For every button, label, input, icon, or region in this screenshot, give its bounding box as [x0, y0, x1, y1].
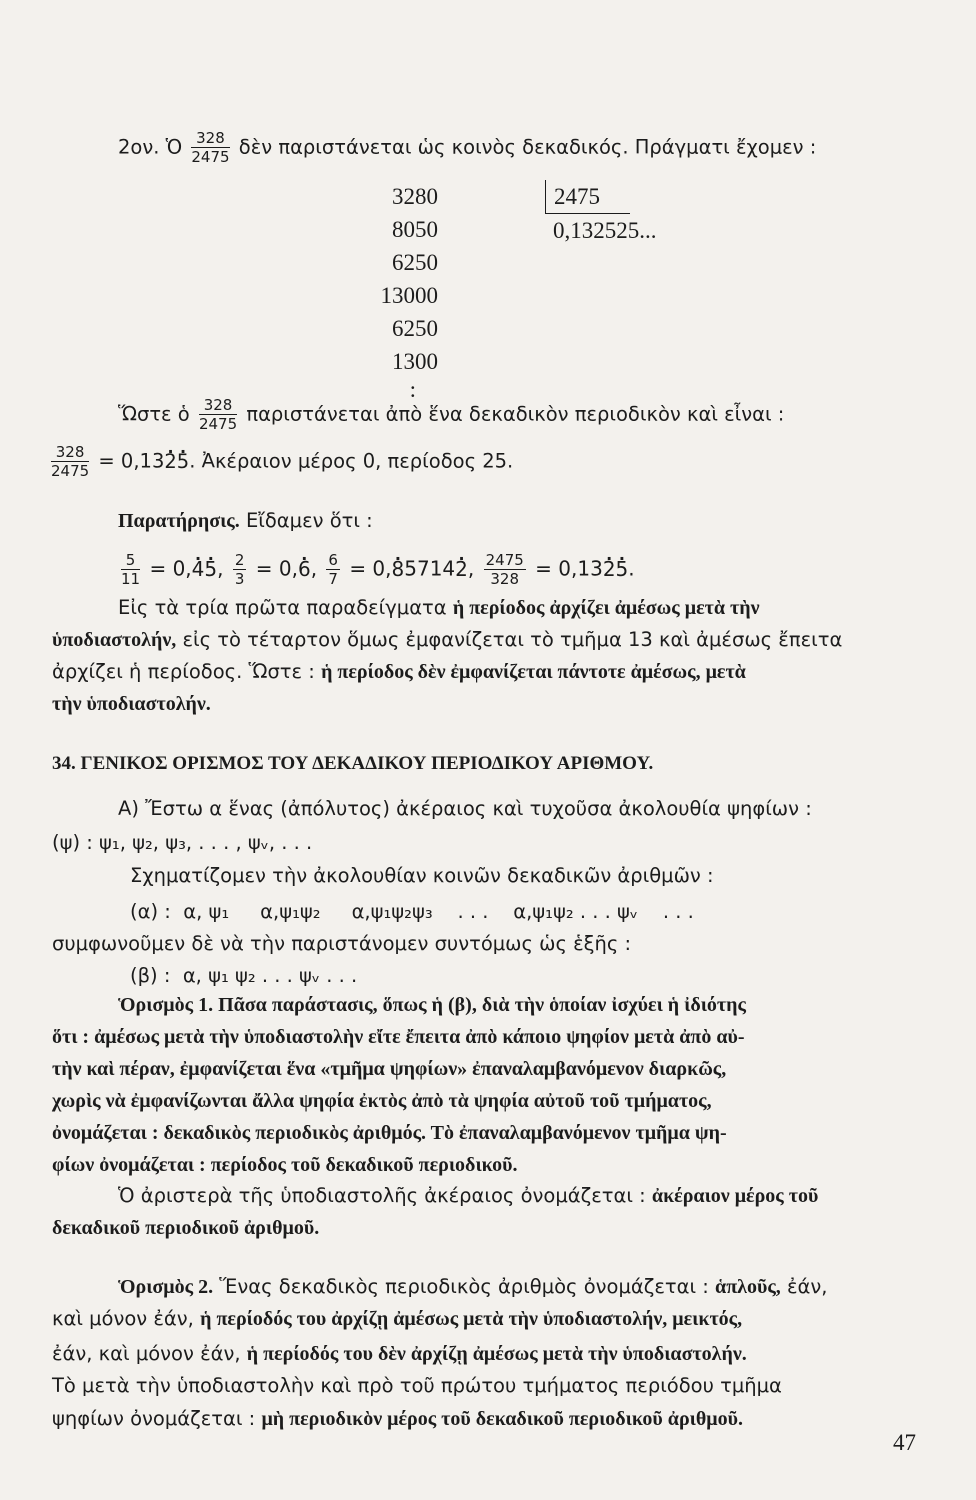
fraction-5-11 — [121, 553, 140, 587]
para1-bold: ἡ περίοδος δὲν ἐμφανίζεται πάντοτε ἀμέσως, μετὰ — [321, 661, 746, 683]
def2-text: ψηφίων ὀνομάζεται : — [52, 1407, 256, 1430]
para1-text: εἰς τὸ τέταρτον ὅμως ἐμφανίζεται τὸ τμῆμα 13 καὶ ἀμέσως ἔπειτα — [182, 628, 843, 651]
fraction-denominator: 7 — [328, 570, 338, 588]
line-2on-suffix: δὲν παριστάνεται ὡς κοινὸς δεκαδικός. Πράγματι ἔχομεν : — [238, 135, 817, 159]
division-divisor-block — [545, 180, 657, 247]
division-divisor: 2475 — [545, 180, 630, 214]
def2-bold: μὴ περιοδικὸν μέρος τοῦ δεκαδικοῦ περιοδικοῦ ἀριθμοῦ. — [261, 1408, 744, 1430]
division-dividend-steps — [318, 180, 438, 402]
fraction-numerator: 328 — [51, 445, 89, 462]
para1-line4 — [52, 690, 211, 718]
division-step: 1300 — [392, 349, 438, 374]
period-digit: · 5 — [177, 450, 189, 473]
example-value: = 0, — [255, 556, 298, 581]
separator: , — [467, 556, 475, 581]
fraction-2-3 — [233, 553, 247, 587]
para2-line2: δεκαδικοῦ περιοδικοῦ ἀριθμοῦ. — [52, 1217, 320, 1239]
para1-bold: ὑποδιαστολήν, — [52, 629, 177, 651]
period-digit: · 5 — [204, 557, 217, 581]
page-number: 47 — [893, 1430, 916, 1455]
example-value: = 0, — [149, 556, 192, 581]
period-digits-middle: 5714 — [404, 556, 456, 581]
def1-line3: τὴν καὶ πέραν, ἐμφανίζεται ἕνα «τμῆμα ψηφίων» ἐπαναλαμβανόμενον διαρκῶς, — [52, 1058, 727, 1080]
fraction-328-2475 — [199, 398, 237, 432]
division-quotient: 0,132525... — [553, 218, 657, 243]
period-digit: · 5 — [616, 557, 629, 581]
fraction-numerator: 328 — [191, 131, 229, 148]
para2-bold: ἀκέραιον μέρος τοῦ — [651, 1185, 819, 1207]
def1-line1: Ὁρισμὸς 1. Πᾶσα παράστασις, ὅπως ἡ (β), διὰ τὴν ὁποίαν ἰσχύει ἡ ἰδιότης — [118, 994, 746, 1016]
division-step: 13000 — [380, 283, 438, 308]
fraction-6-7 — [326, 553, 340, 587]
fraction-denominator: 2475 — [198, 415, 238, 433]
remark-line — [118, 507, 373, 535]
result-value: = 0,13 — [98, 449, 165, 473]
def2-label: Ὁρισμὸς 2. — [118, 1276, 214, 1298]
def1-line4: χωρὶς νὰ ἐμφανίζωνται ἄλλα ψηφία ἐκτὸς ἀπὸ τὰ ψηφία αὐτοῦ τοῦ τμήματος, — [52, 1090, 712, 1112]
period-digit: · 2 — [455, 557, 468, 581]
fraction-denominator: 2475 — [51, 462, 90, 480]
def2-line2 — [52, 1305, 742, 1333]
def2-line4: Τὸ μετὰ τὴν ὑποδιαστολὴν καὶ πρὸ τοῦ πρώτου τμήματος περιόδου τμῆμα — [52, 1374, 782, 1397]
line-2on — [118, 131, 816, 165]
para1-line2 — [52, 626, 842, 654]
result-rest: . Ἀκέραιον μέρος 0, περίοδος 25. — [189, 449, 514, 473]
para2-line1 — [118, 1182, 818, 1210]
fraction-328-2475 — [51, 445, 89, 479]
line-hoste-suffix: παριστάνεται ἀπὸ ἕνα δεκαδικὸν περιοδικὸν καὶ εἶναι : — [246, 402, 785, 426]
def2-text: Ἕνας δεκαδικὸς περιοδικὸς ἀριθμὸς ὀνομάζεται : — [219, 1275, 709, 1298]
separator: , — [217, 556, 224, 581]
fraction-numerator: 328 — [199, 398, 237, 415]
def1-line6: φίων ὀνομάζεται : περίοδος τοῦ δεκαδικοῦ περιοδικοῦ. — [52, 1154, 518, 1176]
period-digit: · 4 — [192, 557, 205, 581]
def2-bold: ἡ περίοδός του ἀρχίζῃ ἀμέσως μετὰ τὴν ὑποδιαστολήν, μεικτός, — [200, 1308, 743, 1330]
division-step: : — [409, 377, 416, 402]
def2-bold: ἁπλοῦς, — [715, 1276, 781, 1298]
def2-line1 — [118, 1273, 828, 1301]
fraction-328-2475 — [191, 131, 229, 165]
period-digit: · 6 — [298, 557, 311, 581]
def2-line5 — [52, 1405, 743, 1433]
def2-line3 — [52, 1340, 747, 1368]
para1-line1 — [118, 594, 760, 622]
sectionA-line1: Α) Ἔστω α ἕνας (ἀπόλυτος) ἀκέραιος καὶ τυχοῦσα ἀκολουθία ψηφίων : — [118, 797, 812, 820]
def1-line5: ὀνομάζεται : δεκαδικὸς περιοδικὸς ἀριθμός. Τὸ ἐπαναλαμβανόμενον τμῆμα ψη- — [52, 1122, 727, 1144]
period-digit: · 2 — [603, 557, 616, 581]
period-digit: · 8 — [392, 557, 405, 581]
sectionA-line3: Σχηματίζομεν τὴν ἀκολουθίαν κοινῶν δεκαδικῶν ἀριθμῶν : — [130, 864, 714, 887]
line-hoste-prefix: Ὥστε ὁ — [118, 402, 190, 426]
fraction-denominator: 3 — [234, 570, 245, 588]
fraction-denominator: 11 — [121, 570, 141, 588]
fraction-numerator: 6 — [328, 551, 338, 569]
fraction-numerator: 2 — [234, 551, 245, 569]
def2-text: ἐάν, καὶ μόνον ἐάν, — [52, 1342, 241, 1365]
def1-line2: ὅτι : ἀμέσως μετὰ τὴν ὑποδιαστολὴν εἴτε ἔπειτα ἀπὸ κάποιο ψηφίον μετὰ ἀπὸ αὐ- — [52, 1026, 745, 1048]
para1-line3 — [52, 658, 746, 686]
def2-bold: ἡ περίοδός του δὲν ἀρχίζῃ ἀμέσως μετὰ τὴν ὑποδιαστολήν. — [246, 1343, 747, 1365]
def2-text: ἐάν, — [787, 1275, 828, 1298]
fraction-denominator: 328 — [490, 570, 520, 588]
remark-label: Παρατήρησις. — [118, 510, 240, 532]
line-2on-prefix: 2ον. Ὁ — [118, 135, 183, 159]
sectionA-line2: (ψ) : ψ₁, ψ₂, ψ₃, . . . , ψᵥ, . . . — [52, 831, 313, 854]
separator: . — [628, 556, 635, 581]
separator: , — [310, 556, 318, 581]
def2-text: καὶ μόνον ἐάν, — [52, 1307, 194, 1330]
para1-text: Εἰς τὰ τρία πρῶτα παραδείγματα — [118, 596, 447, 619]
section-heading: 34. ΓΕΝΙΚΟΣ ΟΡΙΣΜΟΣ ΤΟΥ ΔΕΚΑΔΙΚΟΥ ΠΕΡΙΟΔΙΚΟΥ ΑΡΙΘΜΟΥ. — [52, 753, 654, 774]
division-step: 6250 — [392, 250, 438, 275]
fraction-denominator: 2475 — [191, 148, 230, 166]
sectionA-line5: συμφωνοῦμεν δὲ νὰ τὴν παριστάνομεν συντόμως ὡς ἑξῆς : — [52, 932, 632, 955]
para2-text: Ὁ ἀριστερὰ τῆς ὑποδιαστολῆς ἀκέραιος ὀνομάζεται : — [118, 1184, 646, 1207]
sectionA-line4: (α) : α, ψ₁ α,ψ₁ψ₂ α,ψ₁ψ₂ψ₃ . . . α,ψ₁ψ₂ . . . ψᵥ . . . — [130, 900, 694, 923]
sectionA-line6: (β) : α, ψ₁ ψ₂ . . . ψᵥ . . . — [130, 964, 358, 987]
division-step: 8050 — [392, 217, 438, 242]
examples-line — [118, 553, 635, 587]
example-value: = 0,13 — [535, 556, 603, 581]
example-value: = 0, — [349, 556, 392, 581]
para1-text: ἀρχίζει ἡ περίοδος. Ὥστε : — [52, 660, 315, 683]
para1-bold: τὴν ὑποδιαστολήν. — [52, 693, 211, 715]
period-digit: · 2 — [164, 450, 176, 473]
line-hoste — [118, 398, 784, 432]
division-step: 6250 — [392, 316, 438, 341]
para1-bold: ἡ περίοδος ἀρχίζει ἀμέσως μετὰ τὴν — [452, 597, 760, 619]
fraction-numerator: 2475 — [485, 551, 524, 569]
fraction-2475-328 — [484, 553, 526, 587]
remark-text: Εἴδαμεν ὅτι : — [245, 509, 373, 532]
line-result — [48, 445, 513, 479]
fraction-numerator: 5 — [121, 553, 140, 570]
division-step: 3280 — [392, 184, 438, 209]
